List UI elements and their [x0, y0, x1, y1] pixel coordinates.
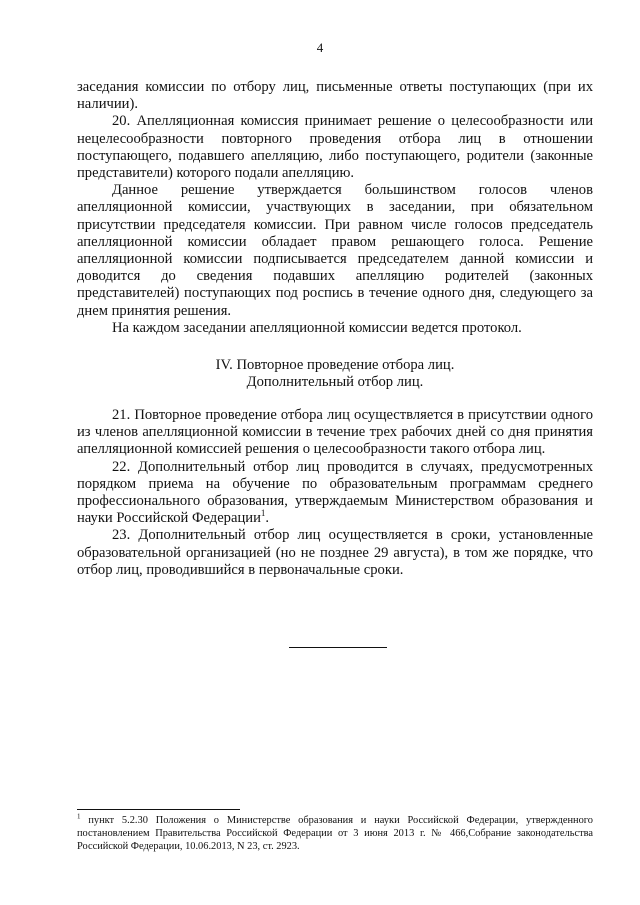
footnote-reference: 1 — [260, 508, 266, 519]
section-heading-line-2: Дополнительный отбор лиц. — [246, 374, 424, 391]
paragraph-20: 20. Апелляционная комиссия принимает решение о целесообразности или нецелесообразности повторного проведения отбора лиц в отношении поступающего, подавшего апелляцию, либо поступающего, родители (законные представители) которого подали апелляцию. — [77, 113, 593, 182]
body-text-upper — [77, 79, 593, 337]
body-text-lower — [77, 407, 593, 579]
paragraph-continuation: заседания комиссии по отбору лиц, письменные ответы поступающих (при их наличии). — [77, 79, 593, 113]
paragraph-decision: Данное решение утверждается большинством голосов членов апелляционной комиссии, участвующих в заседании, при обязательном присутствии председателя комиссии. При равном числе голосов председатель апелляционной комиссии обладает правом решающего голоса. Решение апелляционной комиссии подписывается председателем данной комиссии и доводится до сведения подавших апелляцию родителей (законных представителей) поступающих под роспись в течение одного дня, следующего за днем принятия решения. — [77, 182, 593, 319]
paragraph-21: 21. Повторное проведение отбора лиц осуществляется в присутствии одного из членов апелляционной комиссии в течение трех рабочих дней со дня принятия апелляционной комиссией решения о целесообразности такого отбора лиц. — [77, 407, 593, 458]
footnote — [77, 814, 593, 853]
section-heading-line-1: IV. Повторное проведение отбора лиц. — [215, 357, 455, 373]
paragraph-22-text: 22. Дополнительный отбор лиц проводится в случаях, предусмотренных порядком приема на обучение по образовательным программам среднего профессионального образования, утверждаемым Министерством образования и науки Российской Федерации — [77, 458, 593, 527]
paragraph-23: 23. Дополнительный отбор лиц осуществляется в сроки, установленные образовательной организацией (но не позднее 29 августа), в том же порядке, что отбор лиц, проводившийся в первоначальные сроки. — [77, 527, 593, 578]
end-of-text-rule — [289, 647, 387, 648]
paragraph-22-end: . — [265, 510, 270, 527]
footnote-text: пункт 5.2.30 Положения о Министерстве образования и науки Российской Федерации, утвержденного постановлением Правительства Российской Федерации от 3 июня 2013 г. № 466,Собрание законодательства Российской Федерации, 10.06.2013, N 23, ст. 2923. — [77, 815, 593, 852]
page-number: 4 — [316, 40, 324, 55]
paragraph-22 — [77, 459, 593, 528]
footnote-marker: 1 — [77, 812, 81, 821]
paragraph-protocol: На каждом заседании апелляционной комиссии ведется протокол. — [112, 319, 522, 336]
section-heading — [77, 357, 593, 391]
footnote-separator — [77, 809, 240, 810]
